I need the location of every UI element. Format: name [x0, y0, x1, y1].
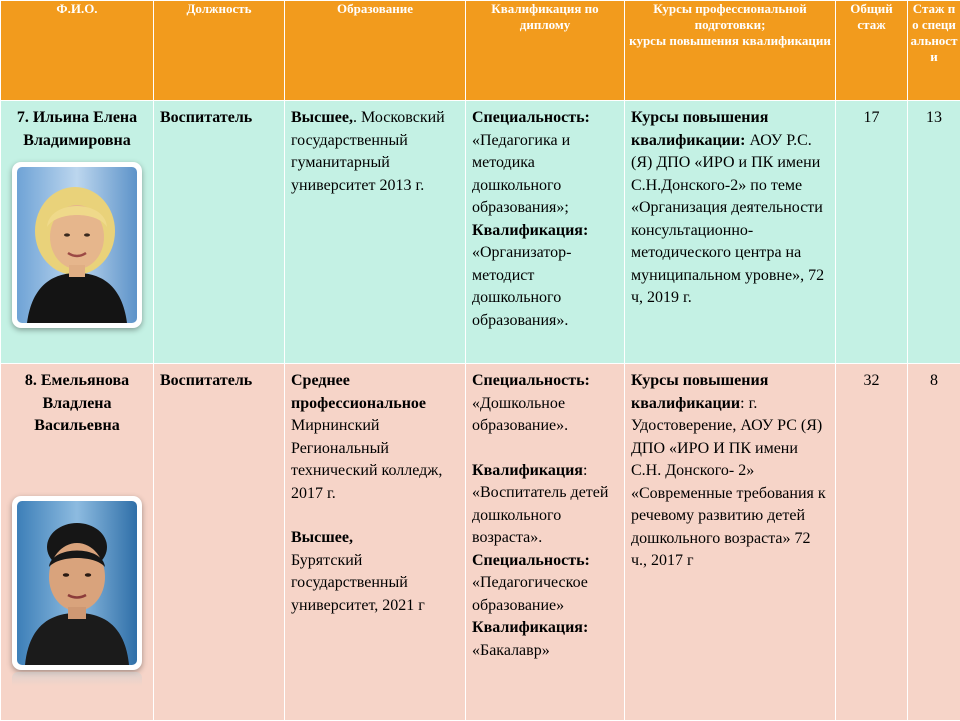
courses-label: Курсы повышения квалификации:	[631, 109, 768, 149]
courses-text	[625, 364, 835, 573]
education-cell	[285, 364, 466, 721]
total-experience-cell	[836, 364, 908, 721]
qualification-colon-1: :	[583, 462, 587, 479]
education-level-2: Высшее,	[291, 527, 459, 550]
position-cell	[154, 101, 285, 364]
qualification-label-1: Квалификация	[472, 462, 583, 479]
qualification-value-1: «Воспитатель детей дошкольного возраста».	[472, 482, 618, 550]
position-text: Воспитатель	[154, 101, 284, 130]
portrait-image	[17, 167, 137, 323]
position-cell	[154, 364, 285, 721]
qualification-cell	[466, 101, 625, 364]
name-cell	[1, 364, 154, 721]
specialty-label: Специальность:	[472, 109, 590, 126]
education-institution: . Московский государственный гуманитарный университет 2013 г.	[291, 109, 445, 194]
header-row	[1, 1, 960, 101]
courses-text	[625, 101, 835, 310]
education-cell	[285, 101, 466, 364]
education-level: Высшее,	[291, 109, 353, 126]
education-institution-1: Мирнинский Региональный технический колледж, 2017 г.	[291, 415, 459, 505]
header-position: Должность	[154, 1, 285, 101]
photo-reflection	[12, 672, 142, 686]
qualification-cell	[466, 364, 625, 721]
education-level-1: Среднее профессиональное	[291, 370, 459, 415]
portrait-image	[17, 501, 137, 665]
courses-cell	[625, 364, 836, 721]
header-courses	[625, 1, 836, 101]
qualification-text	[466, 101, 624, 332]
qualification-value: «Организатор-методист дошкольного образования».	[472, 244, 571, 329]
qualification-text	[466, 364, 624, 662]
table-row	[1, 101, 960, 364]
employee-photo	[12, 496, 142, 670]
specialty-label-2: Специальность:	[472, 550, 618, 573]
specialty-value: «Педагогика и методика дошкольного образования»;	[472, 132, 570, 217]
header-courses-line1: Курсы профессиональной подготовки;	[625, 1, 835, 33]
employee-name: 7. Ильина Елена Владимировна	[1, 101, 153, 152]
specialty-experience: 13	[908, 101, 960, 130]
header-total-experience: Общий стаж	[836, 1, 908, 101]
qualification-value-2: «Бакалавр»	[472, 640, 618, 663]
position-text: Воспитатель	[154, 364, 284, 393]
qualification-label: Квалификация:	[472, 222, 588, 239]
education-text	[285, 101, 465, 197]
courses-value: г. Удостоверение, АОУ РС (Я) ДПО «ИРО И ПК имени С.Н. Донского- 2» «Современные требования к речевому развитию детей дошкольного возраста» 72 ч., 2017 г	[631, 395, 826, 570]
name-cell	[1, 101, 154, 364]
specialty-experience-cell	[908, 364, 960, 721]
employee-photo	[12, 162, 142, 328]
employee-number: 8.	[25, 372, 37, 389]
education-institution-2: Бурятский государственный университет, 2021 г	[291, 550, 459, 618]
header-education: Образование	[285, 1, 466, 101]
courses-cell	[625, 101, 836, 364]
employee-name	[1, 364, 153, 438]
employee-fullname: Емельянова Владлена Васильевна	[34, 372, 129, 434]
header-courses-line2: курсы повышения квалификации	[625, 33, 835, 49]
header-name: Ф.И.О.	[1, 1, 154, 101]
specialty-experience-cell	[908, 101, 960, 364]
total-experience-cell	[836, 101, 908, 364]
header-specialty-experience: Стаж по специальности	[908, 1, 960, 101]
courses-value: АОУ Р.С. (Я) ДПО «ИРО и ПК имени С.Н.Донского-2» по теме «Организация деятельности консультационно-методического центра на муниципальном уровне», 72 ч, 2019 г.	[631, 132, 824, 307]
courses-label: Курсы повышения квалификации	[631, 372, 768, 412]
header-qualification: Квалификация по диплому	[466, 1, 625, 101]
qualification-label-2: Квалификация:	[472, 617, 618, 640]
specialty-value-2: «Педагогическое образование»	[472, 572, 618, 617]
total-experience: 17	[836, 101, 907, 130]
table-row	[1, 364, 960, 721]
total-experience: 32	[836, 364, 907, 393]
specialty-label-1: Специальность:	[472, 370, 618, 393]
specialty-experience: 8	[908, 364, 960, 393]
specialty-value-1: «Дошкольное образование».	[472, 393, 618, 438]
education-text	[285, 364, 465, 617]
courses-colon: :	[740, 395, 744, 412]
